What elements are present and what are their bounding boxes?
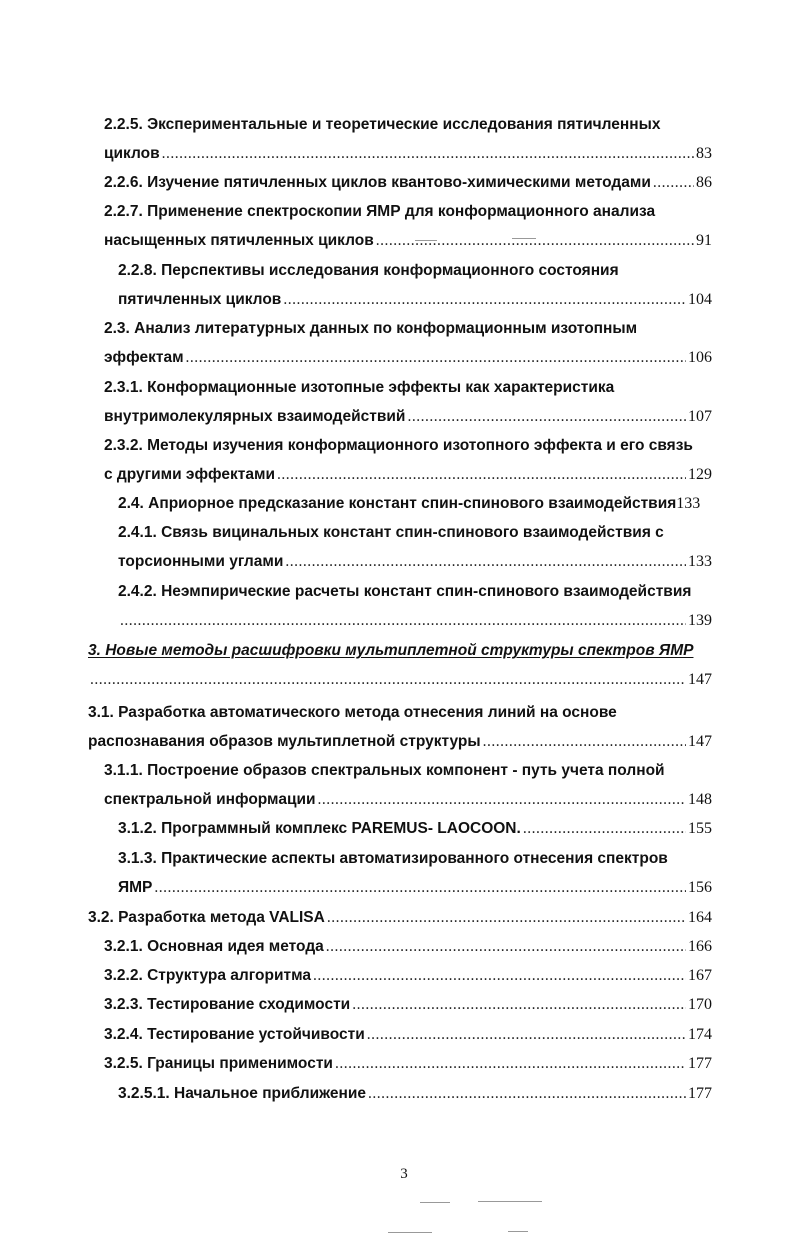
leader-dots: [335, 1049, 686, 1078]
toc-entry: [104, 961, 712, 990]
leader-dots: [277, 460, 686, 489]
toc-entry: [104, 756, 712, 814]
toc-entry: [104, 990, 712, 1019]
page-number: 3: [400, 1166, 408, 1182]
toc-entry-title: 3.1. Разработка автоматического метода отнесения линий на основе: [88, 704, 617, 721]
toc-page-number: 156: [688, 879, 712, 896]
toc-page-number: 177: [688, 1055, 712, 1072]
toc-entry: [118, 814, 712, 843]
toc-entry: [118, 489, 718, 518]
toc-chapter-title: 3. Новые методы расшифровки мультиплетной структуры спектров ЯМР: [88, 642, 694, 659]
toc-entry-title: 2.2.8. Перспективы исследования конформационного состояния: [118, 262, 619, 279]
leader-dots: [90, 665, 686, 694]
leader-dots: [318, 785, 686, 814]
leader-dots: [368, 1079, 686, 1108]
toc-entry: [118, 844, 712, 902]
toc-entry-title: 2.2.6. Изучение пятичленных циклов квантово-химическими методами: [104, 174, 651, 191]
toc-entry-title: 3.2.5.1. Начальное приближение: [118, 1085, 367, 1102]
scan-speck: [512, 238, 536, 239]
toc-page-number: 133: [688, 553, 712, 570]
toc-entry: [104, 1049, 712, 1078]
toc-page-number: 167: [688, 967, 712, 984]
leader-dots: [367, 1020, 686, 1049]
leader-dots: [327, 903, 686, 932]
toc-entry: [104, 431, 712, 489]
leader-dots: [313, 961, 686, 990]
toc-page-number: 133: [676, 495, 701, 512]
toc-chapter-entry: [88, 636, 712, 694]
toc-page-number: 104: [688, 291, 712, 308]
toc-page-number: 129: [688, 466, 712, 483]
toc-entry-title-cont: насыщенных пятичленных циклов: [104, 232, 374, 249]
toc-page-number: 147: [688, 671, 712, 688]
toc-entry-title: 2.3.1. Конформационные изотопные эффекты как характеристика: [104, 379, 615, 396]
toc-entry: [118, 577, 712, 635]
scan-speck: [415, 240, 437, 241]
toc-entry-title-cont: внутримолекулярных взаимодействий: [104, 408, 406, 425]
toc-page-number: 164: [688, 909, 712, 926]
toc-entry-title-cont: пятичленных циклов: [118, 291, 282, 308]
toc-entry-title: 3.2.3. Тестирование сходимости: [104, 996, 351, 1013]
toc-entry-title-cont: ЯМР: [118, 879, 153, 896]
toc-page-number: 166: [688, 938, 712, 955]
scan-speck: [508, 1231, 528, 1232]
toc-entry: [88, 698, 712, 756]
toc-entry: [118, 518, 712, 576]
toc-entry-title-cont: с другими эффектами: [104, 466, 275, 483]
toc-entry: [104, 197, 712, 255]
toc-entry: [118, 1079, 712, 1108]
toc-entry-title: 2.3. Анализ литературных данных по конформационным изотопным: [104, 320, 638, 337]
toc-entry-title: 3.1.2. Программный комплекс PAREMUS- LAOCOON.: [118, 820, 521, 837]
toc-entry-title: 2.2.7. Применение спектроскопии ЯМР для конформационного анализа: [104, 203, 656, 220]
leader-dots: [285, 547, 686, 576]
toc-entry-title-cont: распознавания образов мультиплетной структуры: [88, 733, 481, 750]
toc-entry: [118, 256, 712, 314]
scan-speck: [478, 1201, 542, 1202]
toc-entry-title: 2.4. Априорное предсказание констант спин-спинового взаимодействия: [118, 495, 677, 512]
toc-entry: [104, 932, 712, 961]
toc-entry: [104, 168, 712, 197]
toc-entry: [104, 110, 712, 168]
toc-entry-title: 3.1.1. Построение образов спектральных компонент - путь учета полной: [104, 762, 665, 779]
leader-dots: [120, 606, 686, 635]
toc-page-number: 177: [688, 1085, 712, 1102]
toc-entry: [88, 903, 712, 932]
toc-entry-title-cont: циклов: [104, 145, 160, 162]
leader-dots: [154, 873, 686, 902]
toc-entry-title: 3.2. Разработка метода VALISA: [88, 909, 325, 926]
toc-entry-title: 2.2.5. Экспериментальные и теоретические исследования пятичленных: [104, 116, 661, 133]
toc-page-number: 86: [696, 174, 712, 191]
leader-dots: [283, 285, 686, 314]
toc-entry: [104, 373, 712, 431]
toc-entry-title: 3.2.1. Основная идея метода: [104, 938, 324, 955]
leader-dots: [407, 402, 686, 431]
toc-page-number: 155: [688, 820, 712, 837]
toc-page-number: 148: [688, 791, 712, 808]
leader-dots: [162, 139, 694, 168]
toc-entry-title: 3.2.2. Структура алгоритма: [104, 967, 311, 984]
toc-page-number: 147: [688, 733, 712, 750]
toc-entry-title: 2.4.2. Неэмпирические расчеты констант спин-спинового взаимодействия: [118, 583, 692, 600]
toc-page-number: 170: [688, 996, 712, 1013]
toc-entry-title: 3.2.4. Тестирование устойчивости: [104, 1026, 365, 1043]
toc-entry-title-cont: торсионными углами: [118, 553, 284, 570]
toc-entry: [104, 1020, 712, 1049]
leader-dots: [352, 990, 686, 1019]
toc-entry-title: 3.1.3. Практические аспекты автоматизированного отнесения спектров: [118, 850, 668, 867]
toc-entry-title-cont: эффектам: [104, 349, 184, 366]
toc-page-number: 139: [688, 612, 712, 629]
toc-page-number: 174: [688, 1026, 712, 1043]
scan-speck: [420, 1202, 450, 1203]
leader-dots: [523, 814, 686, 843]
leader-dots: [653, 168, 694, 197]
toc-entry-title-cont: спектральной информации: [104, 791, 316, 808]
toc-entry: [104, 314, 712, 372]
toc-entry-title: 3.2.5. Границы применимости: [104, 1055, 333, 1072]
toc-entry-title: 2.3.2. Методы изучения конформационного изотопного эффекта и его связь: [104, 437, 693, 454]
toc-page-number: 106: [688, 349, 712, 366]
leader-dots: [483, 727, 686, 756]
toc-page-number: 91: [696, 232, 712, 249]
toc-page-number: 83: [696, 145, 712, 162]
leader-dots: [186, 343, 686, 372]
toc-page-number: 107: [688, 408, 712, 425]
leader-dots: [326, 932, 686, 961]
scan-speck: [388, 1232, 432, 1233]
toc-entry-title: 2.4.1. Связь вицинальных констант спин-спинового взаимодействия с: [118, 524, 664, 541]
